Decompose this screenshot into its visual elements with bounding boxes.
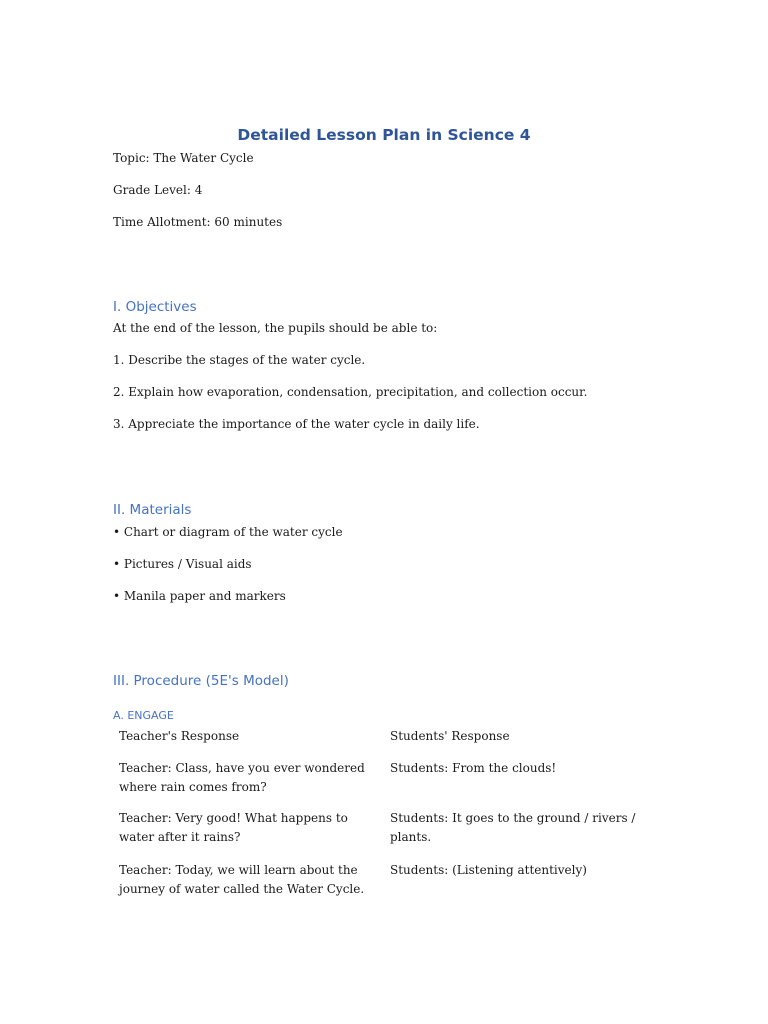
teacher-column-header: Teacher's Response <box>119 729 240 743</box>
grade-level-line: Grade Level: 4 <box>113 183 203 197</box>
procedure-heading: III. Procedure (5E's Model) <box>113 673 289 689</box>
student-response-cell: Students: From the clouds! <box>390 761 557 775</box>
topic-line: Topic: The Water Cycle <box>113 151 254 165</box>
engage-heading: A. ENGAGE <box>113 709 174 722</box>
material-item: • Chart or diagram of the water cycle <box>113 525 343 539</box>
student-response-cell: Students: It goes to the ground / rivers / plants. <box>390 811 636 844</box>
teacher-response-cell: Teacher: Today, we will learn about the journey of water called the Water Cycle. <box>119 863 365 896</box>
time-allotment-line: Time Allotment: 60 minutes <box>113 215 283 229</box>
objective-item: 3. Appreciate the importance of the water cycle in daily life. <box>113 417 480 431</box>
objectives-heading: I. Objectives <box>113 299 197 315</box>
document-title: Detailed Lesson Plan in Science 4 <box>237 126 531 144</box>
objective-item: 1. Describe the stages of the water cycle. <box>113 353 366 367</box>
material-item: • Pictures / Visual aids <box>113 557 252 571</box>
objective-item: 2. Explain how evaporation, condensation, precipitation, and collection occur. <box>113 385 588 399</box>
teacher-response-cell: Teacher: Class, have you ever wondered where rain comes from? <box>119 761 365 794</box>
students-column-header: Students' Response <box>390 729 510 743</box>
teacher-response-cell: Teacher: Very good! What happens to water after it rains? <box>119 811 348 844</box>
student-response-cell: Students: (Listening attentively) <box>390 863 587 877</box>
materials-heading: II. Materials <box>113 502 192 518</box>
material-item: • Manila paper and markers <box>113 589 286 603</box>
objectives-intro: At the end of the lesson, the pupils should be able to: <box>113 321 438 335</box>
